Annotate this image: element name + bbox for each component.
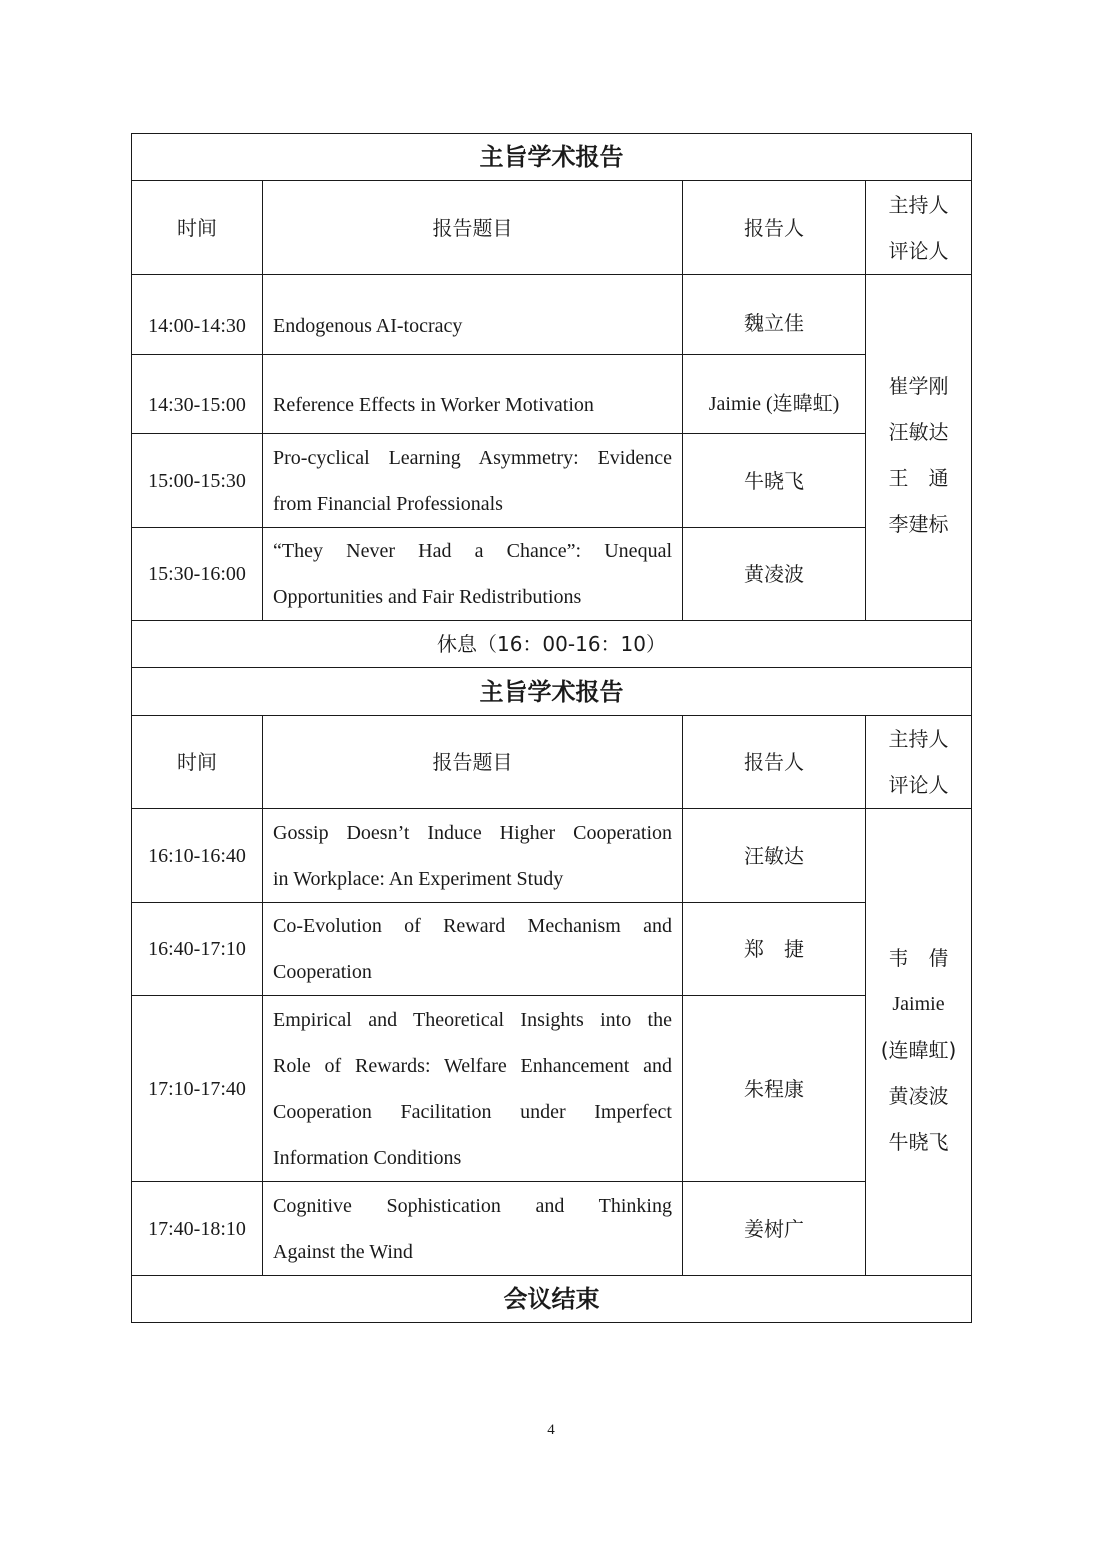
header-host-label: 主持人: [888, 192, 949, 217]
section-title: 主旨学术报告: [132, 668, 972, 716]
header-topic: 报告题目: [263, 181, 683, 275]
row-title-line: Reference Effects in Worker Motivation: [273, 394, 594, 416]
host-name: 崔学刚: [888, 374, 949, 398]
row-time: 16:10-16:40: [132, 809, 263, 903]
row-time: 15:30-16:00: [132, 528, 263, 621]
row-speaker: 姜树广: [683, 1182, 866, 1276]
host-name: 汪敏达: [888, 420, 949, 444]
table-row: [132, 809, 972, 903]
row-time: 17:40-18:10: [132, 1182, 263, 1276]
header-commentator-label: 评论人: [888, 238, 949, 263]
table-row: [132, 528, 972, 621]
table-row: [132, 275, 972, 355]
row-title: [263, 996, 683, 1182]
row-title: [263, 809, 683, 903]
row-title-line: Role of Rewards: Welfare Enhancement and: [273, 1054, 672, 1077]
row-speaker: 黄凌波: [683, 528, 866, 621]
row-title-line: Cooperation Facilitation under Imperfect: [273, 1100, 672, 1123]
header-host: [866, 716, 972, 809]
table-row: [132, 903, 972, 996]
row-time: 17:10-17:40: [132, 996, 263, 1182]
row-speaker: 朱程康: [683, 996, 866, 1182]
row-title-line: Empirical and Theoretical Insights into the: [273, 1008, 672, 1031]
host-name: 黄凌波: [888, 1084, 949, 1108]
row-title: [263, 355, 683, 434]
row-time: 14:00-14:30: [132, 275, 263, 355]
header-speaker: 报告人: [683, 181, 866, 275]
row-title-line: Cooperation: [273, 961, 372, 983]
section-title: 主旨学术报告: [132, 134, 972, 181]
header-time: 时间: [132, 716, 263, 809]
table-row: [132, 355, 972, 434]
table-row: [132, 434, 972, 528]
header-topic: 报告题目: [263, 716, 683, 809]
row-title: [263, 903, 683, 996]
row-title-line: from Financial Professionals: [273, 492, 503, 515]
header-time: 时间: [132, 181, 263, 275]
row-title-line: Against the Wind: [273, 1240, 413, 1263]
row-title: [263, 1182, 683, 1276]
row-title-line: “They Never Had a Chance”: Unequal: [273, 540, 672, 562]
row-time: 14:30-15:00: [132, 355, 263, 434]
table-row: [132, 996, 972, 1182]
break-row: 休息（16：00-16：10）: [132, 621, 972, 668]
row-speaker: 郑 捷: [683, 903, 866, 996]
row-title-line: Opportunities and Fair Redistributions: [273, 586, 582, 608]
header-host: [866, 181, 972, 275]
row-title-line: Pro-cyclical Learning Asymmetry: Evidence: [273, 446, 672, 469]
closing-title: 会议结束: [132, 1276, 972, 1323]
row-title-line: Cognitive Sophistication and Thinking: [273, 1194, 672, 1217]
row-speaker: 汪敏达: [683, 809, 866, 903]
row-title-line: in Workplace: An Experiment Study: [273, 867, 564, 890]
header-host-label: 主持人: [888, 727, 949, 751]
host-name: 韦 倩: [888, 946, 949, 970]
host-name: 王 通: [888, 466, 949, 490]
header-commentator-label: 评论人: [888, 773, 949, 797]
host-name: 牛晓飞: [888, 1130, 949, 1154]
table-row: [132, 1182, 972, 1276]
host-name: 李建标: [888, 512, 949, 536]
row-title-line: Gossip Doesn’t Induce Higher Cooperation: [273, 821, 672, 844]
header-speaker: 报告人: [683, 716, 866, 809]
row-time: 16:40-17:10: [132, 903, 263, 996]
page-number: 4: [547, 1422, 555, 1438]
hosts-cell: [866, 809, 972, 1276]
row-title: [263, 434, 683, 528]
hosts-cell: [866, 275, 972, 621]
row-title: [263, 275, 683, 355]
row-speaker: 魏立佳: [683, 275, 866, 355]
row-speaker: Jaimie (连暐虹): [683, 355, 866, 434]
row-time: 15:00-15:30: [132, 434, 263, 528]
row-speaker: 牛晓飞: [683, 434, 866, 528]
row-title-line: Co-Evolution of Reward Mechanism and: [273, 915, 672, 937]
row-title-line: Information Conditions: [273, 1146, 462, 1169]
host-name: (连暐虹): [880, 1038, 957, 1062]
row-title-line: Endogenous AI-tocracy: [273, 314, 463, 337]
schedule-table: [131, 133, 972, 1323]
row-title: [263, 528, 683, 621]
host-name: Jaimie: [892, 993, 945, 1015]
